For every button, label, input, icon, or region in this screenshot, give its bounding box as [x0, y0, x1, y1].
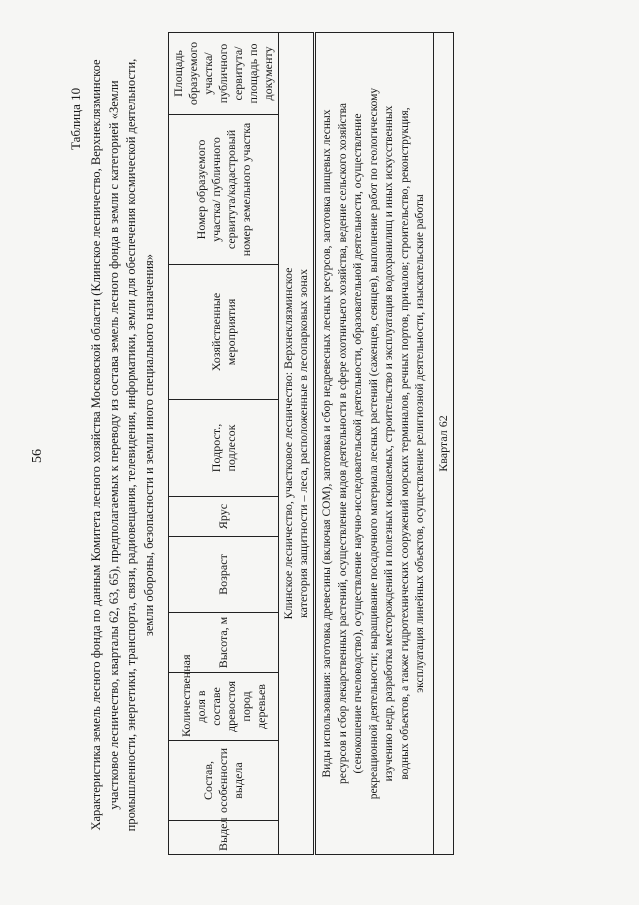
forestry-line: категория защитности – леса, расположенные в лесопарковых зонах [296, 269, 310, 618]
uses-line: рекреационной деятельности; выращивание посадочного материала лесных растений (саженцев, сеянцев), выполнение работ по геологическому [367, 87, 380, 800]
header-row [169, 33, 279, 855]
page-number: 56 [30, 449, 45, 463]
uses-line: ресурсов и сбор лекарственных растений, осуществление видов деятельности в сфере охотничьего хозяйства, ведение сельского хозяйства [336, 102, 349, 785]
forestry-cell [279, 33, 315, 855]
col-header-undergrowth: Подрост., подлесок [169, 400, 279, 497]
col-header-plot-number: Номер образуемого участка/ публичного сервитута/кадастровый номер земельного участка [169, 115, 279, 265]
col-header-tier: Ярус [169, 497, 279, 537]
col-header-height: Высота, м [169, 613, 279, 673]
uses-line: водных объектов, а также гидротехнических сооружений морских терминалов, речных портов, причалов; строительство, реконструкция, [398, 107, 411, 780]
caption-line: промышленности, энергетики, транспорта, связи, радиовещания, телевидения, информатики, земли для обеспечения космической деятельности, [124, 58, 138, 832]
forestry-row [279, 33, 315, 855]
table-label: Таблица 10 [68, 87, 83, 150]
col-header-vydel: Выдел [169, 821, 279, 855]
uses-cell [315, 33, 434, 855]
col-header-composition: Состав, особенности выдела [169, 741, 279, 821]
uses-line: (сенокошение пчеловодство), осуществление научно-исследовательской деятельности, образовательной деятельности, осуществление [352, 113, 364, 774]
table-caption [88, 55, 158, 835]
forestry-line: Клинское лесничество, участковое лесничество: Верхнеклязминское [281, 267, 295, 620]
quarter-cell: Квартал 62 [433, 33, 453, 855]
caption-line: Характеристика земель лесного фонда по данным Комитета лесного хозяйства Московской области (Клинское лесничество, Верхнеклязминское [89, 59, 103, 831]
col-header-activities: Хозяйственные мероприятия [169, 265, 279, 400]
land-characteristics-table [168, 32, 454, 855]
uses-row [315, 33, 434, 855]
uses-line: изучению недр, разработка месторождений и полезных ископаемых, строительство и эксплуатация водохранилищ и иных искусственных [383, 105, 395, 782]
caption-line: участковое лесничество, кварталы 62, 63, 65), предполагаемых к переводу из состава земель лесного фонда в земли с категорией «Земли [106, 80, 121, 810]
caption-line: земли обороны, безопасности и земли иного специального назначения» [141, 253, 156, 637]
quarter-row [433, 33, 453, 855]
uses-line: эксплуатация линейных объектов, осуществление религиозной деятельности, изыскательские работы [414, 194, 426, 693]
uses-line: Виды использования: заготовка древесины (включая СОМ), заготовка и сбор недревесных лесных ресурсов, заготовка пищевых лесных [321, 109, 333, 778]
col-header-share: Количественная доля в составе древостоя пород деревьев [169, 673, 279, 741]
col-header-area: Площадь образуемого участка/ публичного сервитута/ площадь по документу [169, 33, 279, 115]
col-header-age: Возраст [169, 537, 279, 613]
